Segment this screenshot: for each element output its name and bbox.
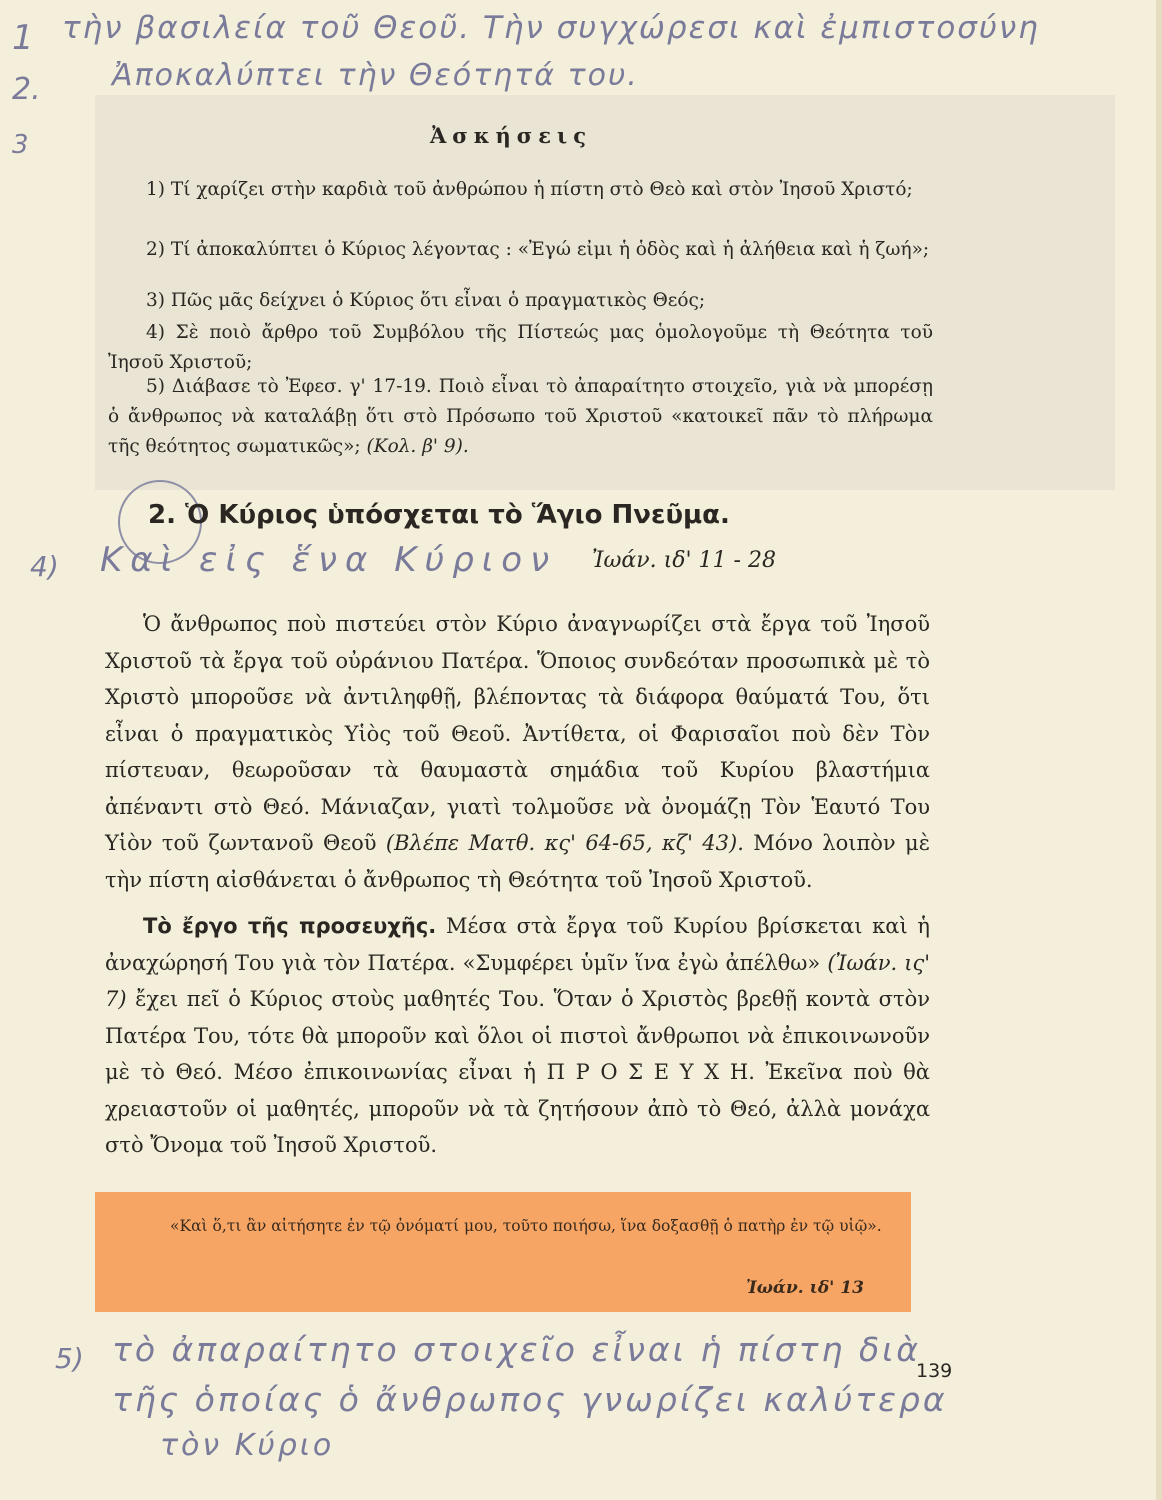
page-number: 139: [916, 1360, 953, 1382]
quote-reference: Ἰωάν. ιδ' 13: [746, 1278, 864, 1298]
handwritten-number-1: 1: [12, 18, 34, 58]
handwritten-answer-4: Καὶ εἰς ἕνα Κύριον: [100, 540, 558, 580]
handwritten-number-3: 3: [12, 130, 29, 160]
exercise-item-5-reference: (Κολ. β' 9).: [366, 436, 469, 457]
paragraph-faith-text-a: Ὁ ἄνθρωπος ποὺ πιστεύει στὸν Κύριο ἀναγνωρίζει στὰ ἔργα τοῦ Ἰησοῦ Χριστοῦ τὰ ἔργα τοῦ οὐράνιου Πατέρα. Ὅποιος συνδεόταν προσωπικὰ μὲ τὸ Χριστὸ μποροῦσε νὰ ἀντιληφθῇ, βλέποντας τὰ διάφορα θαύματά Του, ὅτι εἶναι ὁ πραγματικὸς Υἱὸς τοῦ Θεοῦ. Ἀντίθετα, οἱ Φαρισαῖοι ποὺ δὲν Τὸν πίστευαν, θεωροῦσαν τὰ θαυμαστὰ σημάδια τοῦ Κυρίου βλαστήμια ἀπέναντι στὸ Θεό. Μάνιαζαν, γιατὶ τολμοῦσε νὰ ὀνομάζῃ Τὸν Ἑαυτό Του Υἱὸν τοῦ ζωντανοῦ Θεοῦ: [105, 612, 930, 855]
exercise-item-5-text: 5) Διάβασε τὸ Ἐφεσ. γ' 17-19. Ποιὸ εἶναι τὸ ἀπαραίτητο στοιχεῖο, γιὰ νὰ μπορέσῃ ὁ ἄνθρωπος νὰ καταλάβῃ ὅτι στὸ Πρόσωπο τοῦ Χριστοῦ «κατοικεῖ πᾶν τὸ πλήρωμα τῆς θεότητος σωματικῶς»;: [108, 376, 933, 457]
section-reference: Ἰωάν. ιδ' 11 - 28: [592, 548, 776, 573]
page-edge: [1156, 0, 1162, 1500]
exercise-item-1: 1) Τί χαρίζει στὴν καρδιὰ τοῦ ἀνθρώπου ἡ πίστη στὸ Θεὸ καὶ στὸν Ἰησοῦ Χριστό;: [146, 179, 913, 200]
paragraph-faith: [105, 606, 930, 898]
handwritten-answer-5-line-3: τὸν Κύριο: [160, 1428, 335, 1463]
exercise-item-3: 3) Πῶς μᾶς δείχνει ὁ Κύριος ὅτι εἶναι ὁ πραγματικὸς Θεός;: [146, 290, 706, 311]
paragraph-prayer: [105, 908, 930, 1164]
paragraph-prayer-heading: Τὸ ἔργο τῆς προσευχῆς.: [143, 914, 437, 938]
exercises-title: Ἀσκήσεις: [430, 123, 592, 148]
handwritten-number-4: 4): [30, 550, 59, 583]
handwritten-answer-2: Ἀποκαλύπτει τὴν Θεότητά του.: [112, 58, 639, 93]
handwritten-number-5: 5): [55, 1342, 84, 1375]
exercise-item-5: [108, 372, 933, 462]
section-title: 2. Ὁ Κύριος ὑπόσχεται τὸ Ἅγιο Πνεῦμα.: [148, 500, 730, 530]
paragraph-prayer-text-b: ἔχει πεῖ ὁ Κύριος στοὺς μαθητές Του. Ὅταν ὁ Χριστὸς βρεθῇ κοντὰ στὸν Πατέρα Του, τότε θὰ μποροῦν καὶ ὅλοι οἱ πιστοὶ ἄνθρωποι νὰ ἐπικοινωνοῦν μὲ τὸ Θεό. Μέσο ἐπικοινωνίας εἶναι ἡ Π Ρ Ο Σ Ε Υ Χ Η. Ἐκεῖνα ποὺ θὰ χρειαστοῦν οἱ μαθητές, μποροῦν νὰ τὰ ζητήσουν ἀπὸ τὸ Θεό, ἀλλὰ μονάχα στὸ Ὄνομα τοῦ Ἰησοῦ Χριστοῦ.: [105, 987, 930, 1157]
handwritten-answer-5-line-2: τῆς ὁποίας ὁ ἄνθρωπος γνωρίζει καλύτερα: [112, 1380, 948, 1419]
paragraph-prayer-reference: (Ἰωάν. ις' 7): [105, 950, 930, 1011]
handwritten-answer-1: τὴν βασιλεία τοῦ Θεοῦ. Τὴν συγχώρεσι καὶ ἐμπιστοσύνη: [62, 10, 1040, 46]
exercise-item-4: 4) Σὲ ποιὸ ἄρθρο τοῦ Συμβόλου τῆς Πίστεώς μας ὁμολογοῦμε τὴ Θεότητα τοῦ Ἰησοῦ Χριστοῦ;: [108, 322, 933, 373]
handwritten-answer-5-line-1: τὸ ἀπαραίτητο στοιχεῖο εἶναι ἡ πίστη διὰ: [112, 1330, 922, 1369]
handwritten-number-2: 2.: [12, 72, 41, 107]
paragraph-faith-reference: (Βλέπε Ματθ. κς' 64-65, κζ' 43).: [385, 831, 744, 855]
quote-text: «Καὶ ὅ,τι ἂν αἰτήσητε ἐν τῷ ὀνόματί μου, τοῦτο ποιήσω, ἵνα δοξασθῇ ὁ πατὴρ ἐν τῷ υἱῷ».: [170, 1217, 882, 1235]
paragraph-faith-text-b: Μόνο λοιπὸν μὲ τὴν πίστη αἰσθάνεται ὁ ἄνθρωπος τὴ Θεότητα τοῦ Ἰησοῦ Χριστοῦ.: [105, 831, 930, 892]
exercise-item-2: 2) Τί ἀποκαλύπτει ὁ Κύριος λέγοντας : «Ἐγώ εἰμι ἡ ὁδὸς καὶ ἡ ἀλήθεια καὶ ἡ ζωή»;: [146, 239, 930, 260]
paragraph-prayer-text-a: Μέσα στὰ ἔργα τοῦ Κυρίου βρίσκεται καὶ ἡ ἀναχώρησή Του γιὰ τὸν Πατέρα. «Συμφέρει ὑμῖν ἵνα ἐγὼ ἀπέλθω»: [105, 914, 931, 975]
